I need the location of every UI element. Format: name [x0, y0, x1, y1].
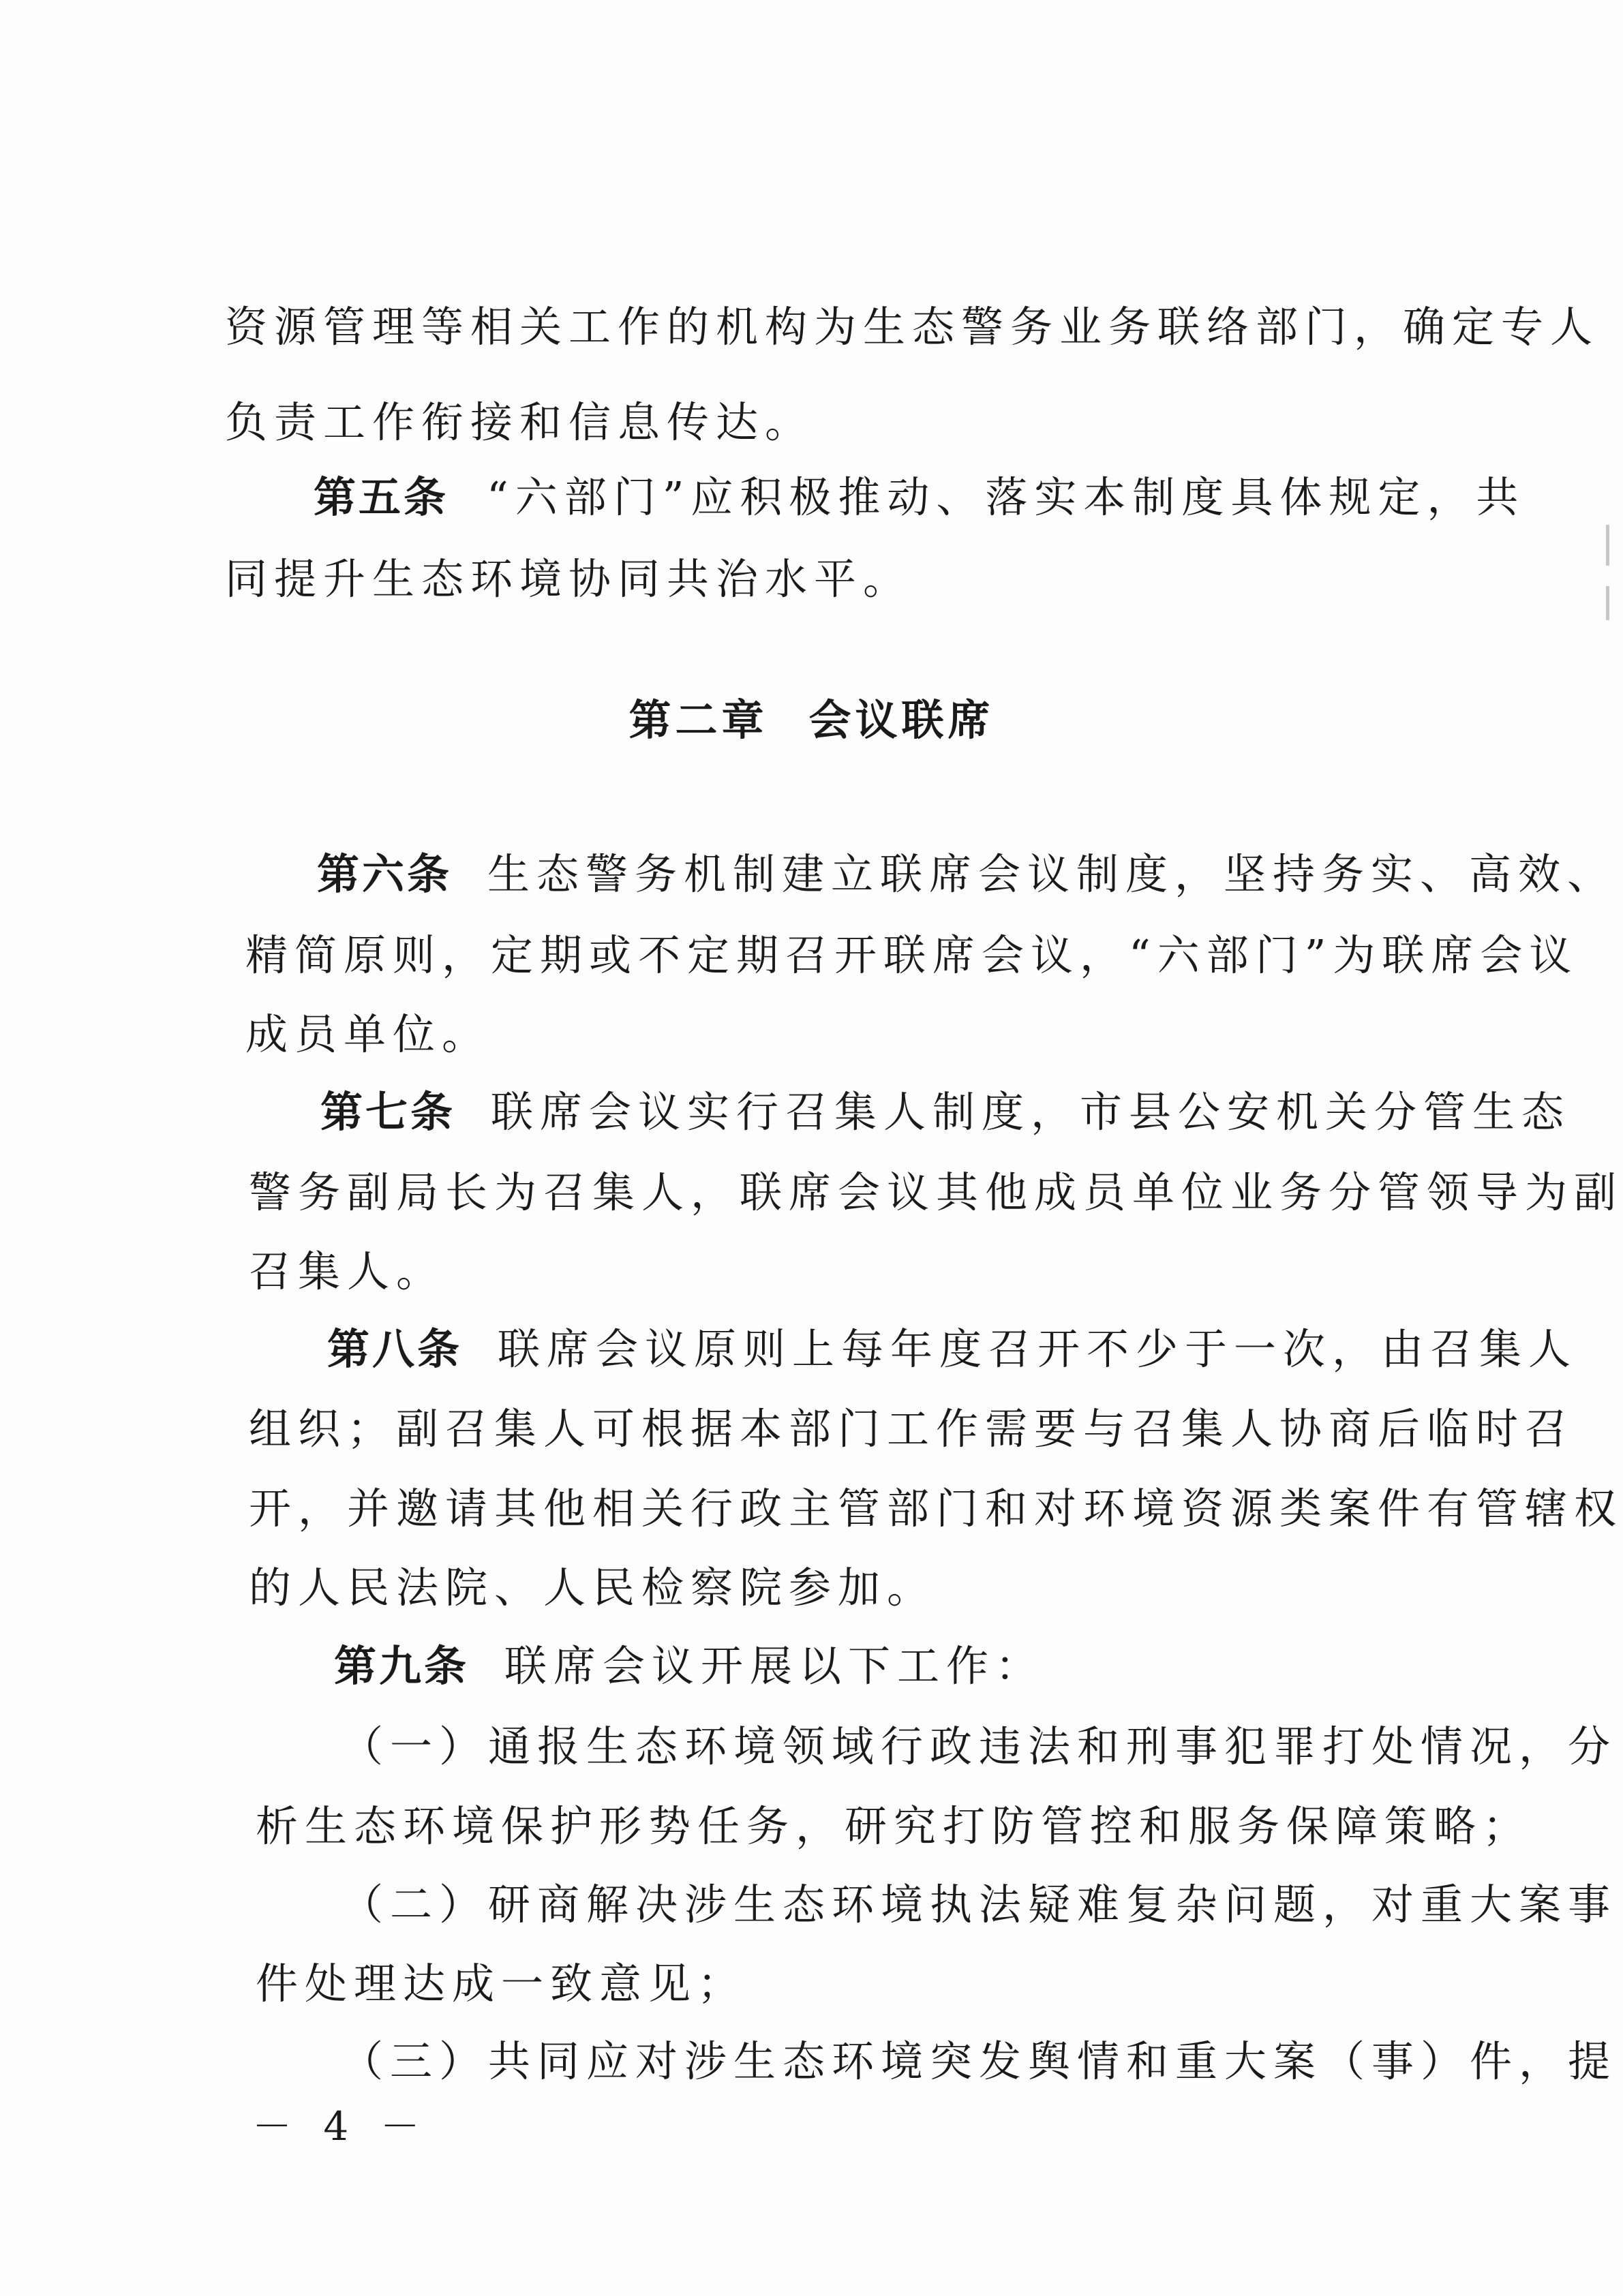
- text-line: 负责工作衔接和信息传达。: [225, 397, 815, 447]
- article-7: [320, 1085, 1571, 1139]
- text-line: 成员单位。: [245, 1009, 491, 1059]
- article-8: [327, 1322, 1577, 1377]
- article-5: [314, 470, 1525, 525]
- text-line: 的人民法院、人民检察院参加。: [249, 1563, 937, 1612]
- text-line: 析生态环境保护形势任务，研究打防管控和服务保障策略；: [256, 1801, 1532, 1851]
- text-line: 精简原则，定期或不定期召开联席会议，“六部门”为联席会议: [245, 930, 1579, 980]
- text-line: 资源管理等相关工作的机构为生态警务业务联络部门，确定专人: [225, 302, 1600, 352]
- text-line: 生态警务机制建立联席会议制度，坚持务实、高效、: [487, 849, 1617, 899]
- chapter-number: 第二章: [628, 695, 768, 745]
- text-line: 警务副局长为召集人，联席会议其他成员单位业务分管领导为副: [249, 1167, 1623, 1217]
- article-label: 第九条: [334, 1641, 470, 1691]
- text-line: 同提升生态环境协同共治水平。: [225, 554, 913, 604]
- article-label: 第六条: [317, 849, 453, 899]
- article-label: 第五条: [314, 472, 449, 522]
- scan-mark: [1606, 586, 1609, 620]
- article-label: 第八条: [327, 1324, 463, 1374]
- text-line: “六部门”应积极推动、落实本制度具体规定，共: [487, 472, 1526, 522]
- chapter-heading: [0, 693, 1623, 748]
- chapter-title: 会议联席: [808, 695, 995, 745]
- text-line: 召集人。: [249, 1246, 446, 1296]
- text-line: 件处理达成一致意见；: [256, 1959, 747, 2008]
- text-line: 组织；副召集人可根据本部门工作需要与召集人协商后临时召: [249, 1404, 1575, 1454]
- page-number: － 4 －: [252, 2103, 429, 2149]
- article-6: [317, 847, 1616, 902]
- article-9: [334, 1639, 1044, 1694]
- text-line: 联席会议开展以下工作：: [504, 1641, 1045, 1691]
- text-line: 联席会议原则上每年度召开不少于一次，由召集人: [498, 1324, 1578, 1374]
- text-line: 开，并邀请其他相关行政主管部门和对环境资源类案件有管辖权: [249, 1484, 1623, 1533]
- scan-mark: [1606, 525, 1609, 566]
- article-label: 第七条: [320, 1087, 456, 1137]
- text-line: 联席会议实行召集人制度，市县公安机关分管生态: [491, 1087, 1571, 1137]
- list-item-2: （二）研商解决涉生态环境执法疑难复杂问题，对重大案事: [341, 1880, 1618, 1929]
- list-item-1: （一）通报生态环境领域行政违法和刑事犯罪打处情况，分: [341, 1721, 1618, 1771]
- list-item-3: （三）共同应对涉生态环境突发舆情和重大案（事）件，提: [341, 2036, 1618, 2086]
